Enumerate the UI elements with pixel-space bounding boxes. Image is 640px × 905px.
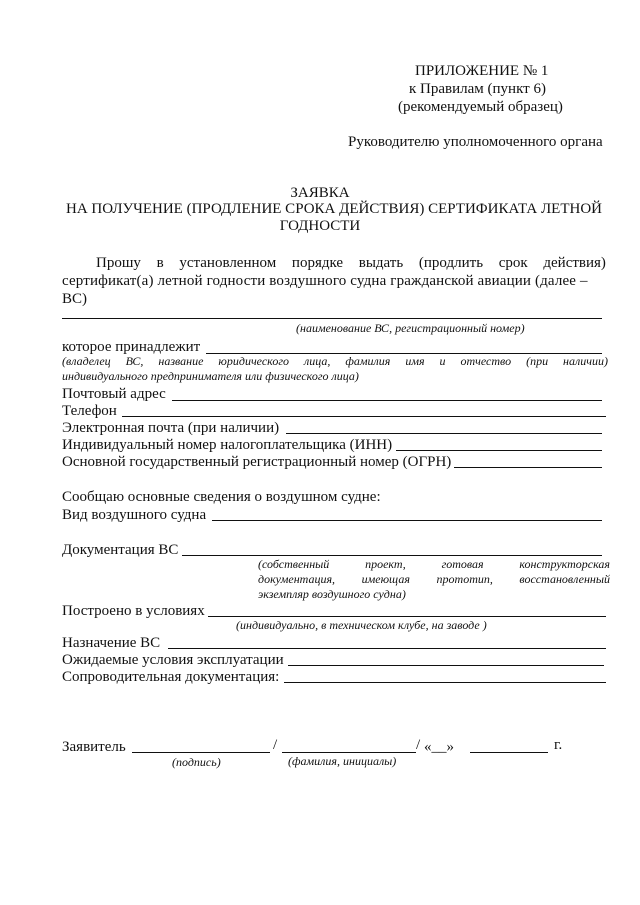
owner-hint-line-2: индивидуального предпринимателя или физического лица) — [62, 369, 359, 383]
aircraft-type-field[interactable] — [212, 520, 602, 521]
intro-word: выдать — [358, 255, 404, 271]
expected-conditions-field[interactable] — [288, 665, 604, 666]
intro-line-3: ВС) — [62, 291, 88, 307]
year-suffix: г. — [554, 737, 563, 753]
full-name-field[interactable] — [282, 752, 416, 753]
inn-label: Индивидуальный номер налогоплательщика (ИНН) — [62, 437, 393, 453]
postal-address-field[interactable] — [172, 400, 602, 401]
email-field[interactable] — [286, 433, 602, 434]
form-subtitle-cont: ГОДНОСТИ — [279, 218, 361, 234]
intro-word: действия) — [543, 255, 606, 271]
documentation-field[interactable] — [182, 555, 602, 556]
full-name-hint: (фамилия, инициалы) — [288, 754, 397, 768]
documentation-hint-row-1: (собственный проект, готовая конструкторская — [258, 557, 610, 571]
intro-word: (продлить — [418, 255, 484, 271]
inn-field[interactable] — [396, 450, 602, 451]
appendix-rules-ref: к Правилам (пункт 6) — [409, 81, 546, 97]
name-slash: / — [416, 737, 421, 753]
intro-word: установленном — [179, 255, 277, 271]
form-title: ЗАЯВКА — [290, 185, 350, 201]
intro-word: в — [156, 255, 164, 271]
built-conditions-label: Построено в условиях — [62, 603, 205, 619]
owner-label: которое принадлежит — [62, 339, 201, 355]
signature-slash: / — [273, 737, 278, 753]
appendix-sample-note: (рекомендуемый образец) — [398, 99, 563, 115]
intro-word: Прошу — [96, 255, 141, 271]
ogrn-field[interactable] — [454, 467, 602, 468]
aircraft-name-hint: (наименование ВС, регистрационный номер) — [296, 321, 525, 335]
expected-conditions-label: Ожидаемые условия эксплуатации — [62, 652, 284, 668]
documentation-hint-row-3: экземпляр воздушного судна) — [258, 587, 406, 601]
accompanying-docs-label: Сопроводительная документация: — [62, 669, 280, 685]
built-conditions-field[interactable] — [208, 616, 606, 617]
form-subtitle: НА ПОЛУЧЕНИЕ (ПРОДЛЕНИЕ СРОКА ДЕЙСТВИЯ) СЕРТИФИКАТА ЛЕТНОЙ — [65, 201, 602, 217]
date-year-field[interactable] — [524, 752, 548, 753]
purpose-field[interactable] — [168, 648, 606, 649]
addressee: Руководителю уполномоченного органа — [348, 134, 603, 150]
date-day-field[interactable]: «__» — [424, 739, 454, 755]
signature-field[interactable] — [132, 752, 270, 753]
phone-label: Телефон — [62, 403, 117, 419]
intro-line-2: сертификат(а) летной годности воздушного судна гражданской авиации (далее – — [62, 273, 588, 289]
ogrn-label: Основной государственный регистрационный номер (ОГРН) — [62, 454, 452, 470]
phone-field[interactable] — [122, 416, 606, 417]
accompanying-docs-field[interactable] — [284, 682, 606, 683]
owner-hint-line-1: (владелец ВС, название юридического лица, фамилия имя и отчество (при наличии) — [62, 354, 608, 368]
documentation-label: Документация ВС — [62, 542, 179, 558]
signature-hint: (подпись) — [172, 755, 221, 769]
aircraft-name-field[interactable] — [62, 318, 602, 319]
intro-line-1 — [96, 254, 606, 272]
built-conditions-hint: (индивидуально, в техническом клубе, на заводе ) — [236, 618, 487, 632]
aircraft-type-label: Вид воздушного судна — [62, 507, 207, 523]
aircraft-info-label: Сообщаю основные сведения о воздушном судне: — [62, 489, 381, 505]
applicant-label: Заявитель — [62, 739, 126, 755]
email-label: Электронная почта (при наличии) — [62, 420, 280, 436]
postal-address-label: Почтовый адрес — [62, 386, 166, 402]
intro-word: срок — [498, 255, 528, 271]
documentation-hint-row-2: документация, имеющая прототип, восстановленный — [258, 572, 610, 586]
intro-word: порядке — [291, 255, 344, 271]
appendix-number: ПРИЛОЖЕНИЕ № 1 — [415, 63, 549, 79]
purpose-label: Назначение ВС — [62, 635, 161, 651]
